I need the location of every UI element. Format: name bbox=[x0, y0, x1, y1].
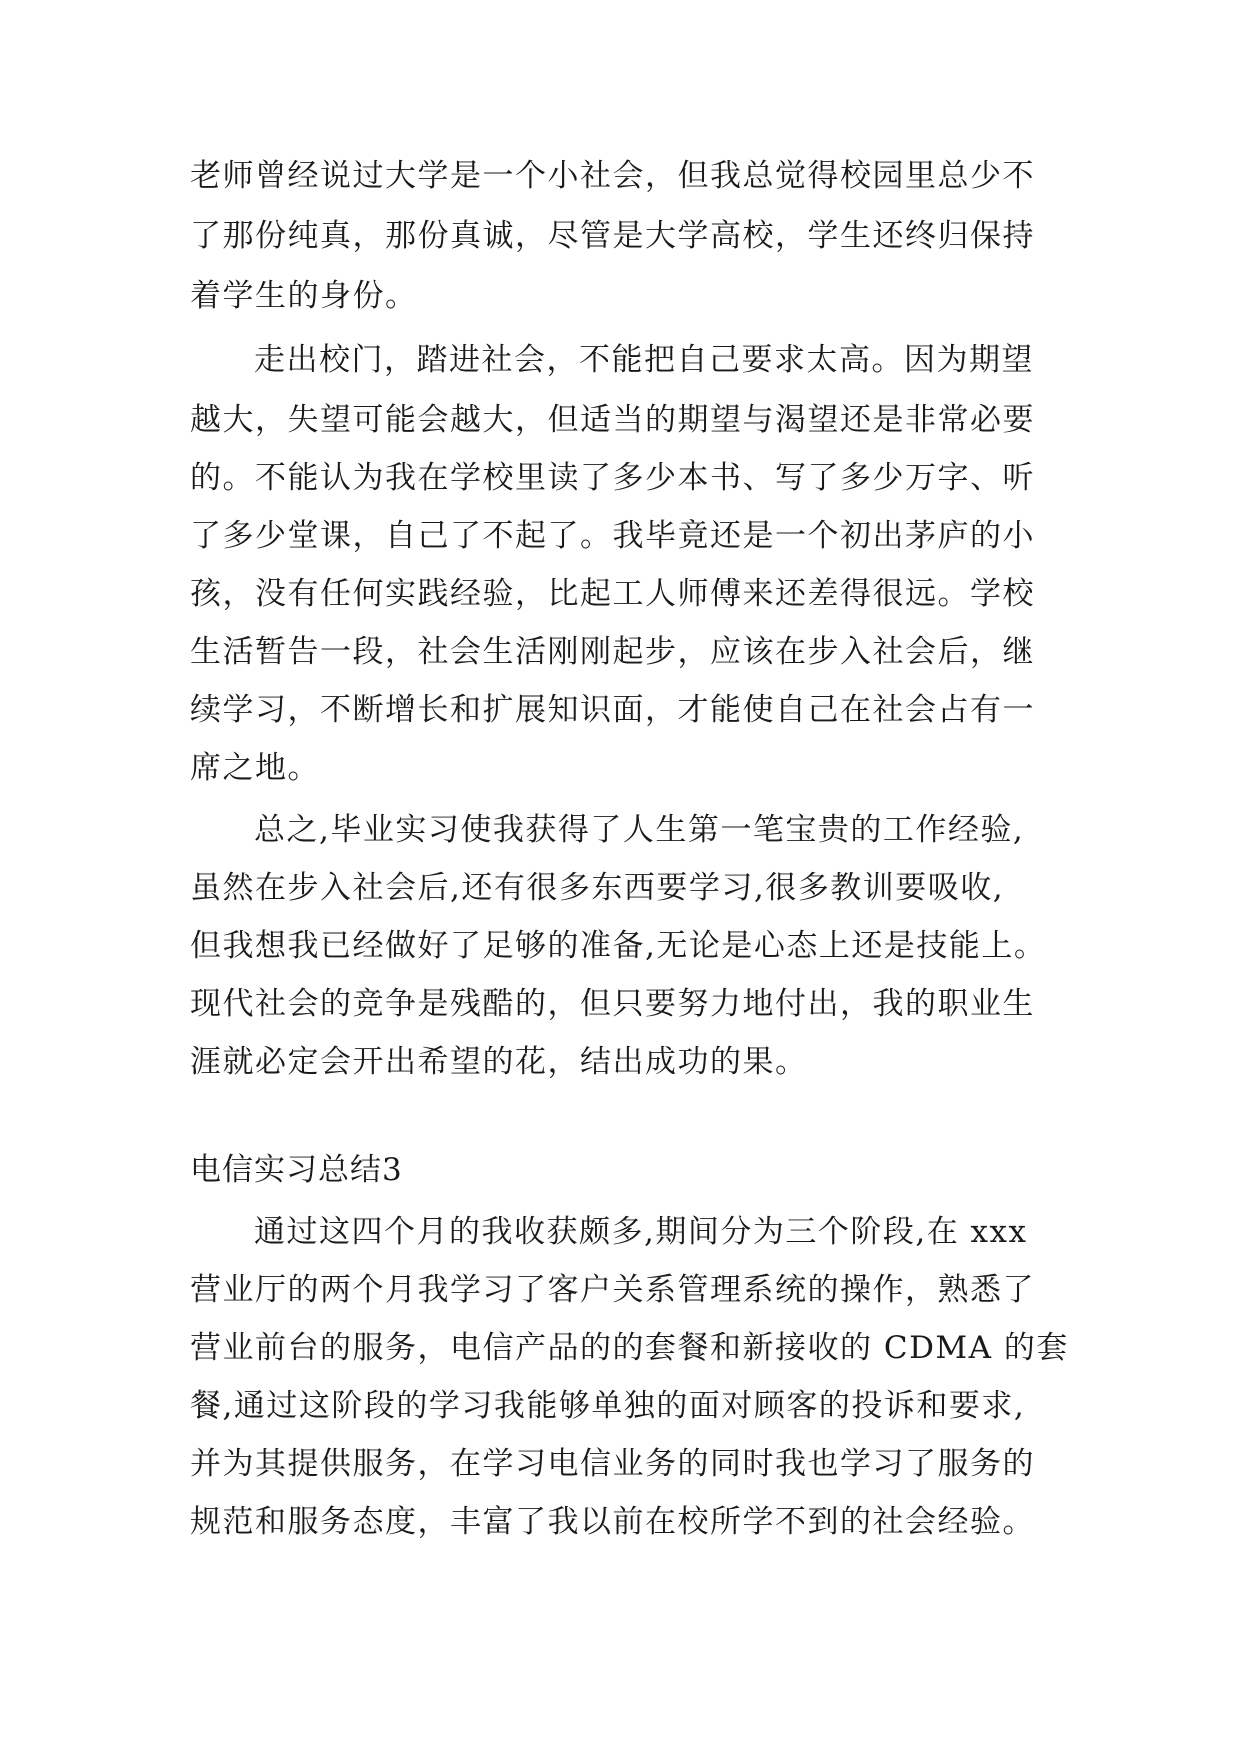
paragraph-2-line-4: 了多少堂课，自己了不起了。我毕竟还是一个初出茅庐的小 bbox=[190, 518, 1035, 554]
section-paragraph-line-6: 规范和服务态度，丰富了我以前在校所学不到的社会经验。 bbox=[190, 1504, 1035, 1540]
paragraph-1-line-3: 着学生的身份。 bbox=[190, 278, 418, 314]
paragraph-2-line-7: 续学习，不断增长和扩展知识面，才能使自己在社会占有一 bbox=[190, 692, 1035, 728]
section-title: 电信实习总结3 bbox=[190, 1152, 403, 1188]
paragraph-1-line-1: 老师曾经说过大学是一个小社会，但我总觉得校园里总少不 bbox=[190, 158, 1035, 194]
paragraph-3-line-5: 涯就必定会开出希望的花，结出成功的果。 bbox=[190, 1044, 808, 1080]
paragraph-2-line-5: 孩，没有任何实践经验，比起工人师傅来还差得很远。学校 bbox=[190, 576, 1035, 612]
section-paragraph-line-1: 通过这四个月的我收获颇多,期间分为三个阶段,在 xxx bbox=[254, 1214, 1028, 1250]
paragraph-3-line-1: 总之,毕业实习使我获得了人生第一笔宝贵的工作经验, bbox=[254, 812, 1025, 848]
paragraph-3-line-2: 虽然在步入社会后,还有很多东西要学习,很多教训要吸收, bbox=[190, 870, 1005, 906]
paragraph-2-line-2: 越大，失望可能会越大，但适当的期望与渴望还是非常必要 bbox=[190, 402, 1035, 438]
section-paragraph-line-3: 营业前台的服务，电信产品的的套餐和新接收的 CDMA 的套 bbox=[190, 1330, 1069, 1366]
section-paragraph-line-2: 营业厅的两个月我学习了客户关系管理系统的操作，熟悉了 bbox=[190, 1272, 1035, 1308]
paragraph-2-line-8: 席之地。 bbox=[190, 750, 320, 786]
paragraph-3-line-4: 现代社会的竞争是残酷的，但只要努力地付出，我的职业生 bbox=[190, 986, 1035, 1022]
paragraph-1-line-2: 了那份纯真，那份真诚，尽管是大学高校，学生还终归保持 bbox=[190, 218, 1035, 254]
paragraph-3-line-3: 但我想我已经做好了足够的准备,无论是心态上还是技能上。 bbox=[190, 928, 1047, 964]
section-paragraph-line-5: 并为其提供服务，在学习电信业务的同时我也学习了服务的 bbox=[190, 1446, 1035, 1482]
section-paragraph-line-4: 餐,通过这阶段的学习我能够单独的面对顾客的投诉和要求, bbox=[190, 1388, 1026, 1424]
paragraph-2-line-3: 的。不能认为我在学校里读了多少本书、写了多少万字、听 bbox=[190, 460, 1035, 496]
paragraph-2-line-1: 走出校门，踏进社会，不能把自己要求太高。因为期望 bbox=[254, 342, 1034, 378]
paragraph-2-line-6: 生活暂告一段，社会生活刚刚起步，应该在步入社会后，继 bbox=[190, 634, 1035, 670]
